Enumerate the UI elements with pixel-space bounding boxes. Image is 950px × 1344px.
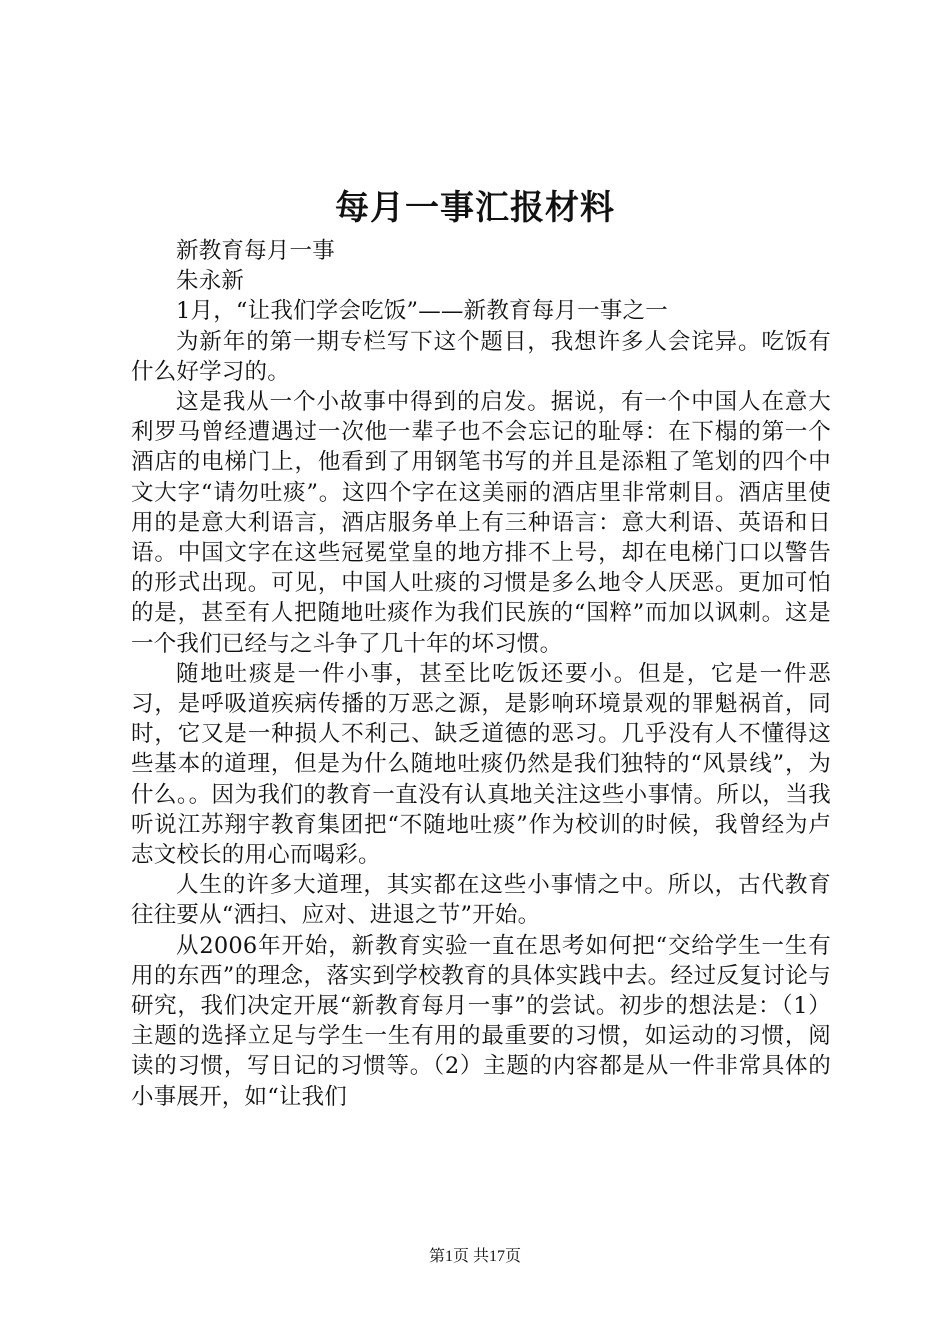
paragraph: 从2006年开始，新教育实验一直在思考如何把“交给学生一生有用的东西”的理念，落实到学校教育的具体实践中去。经过反复讨论与研究，我们决定开展“新教育每月一事”的尝试。初步的想法是：（1）主题的选择立足与学生一生有用的最重要的习惯，如运动的习惯，阅读的习惯，写日记的习惯等。（2）主题的内容都是从一件非常具体的小事展开，如“让我们 (131, 932, 831, 1110)
document-body (131, 236, 831, 1112)
paragraph: 这是我从一个小故事中得到的启发。据说，有一个中国人在意大利罗马曾经遭遇过一次他一辈子也不会忘记的耻辱：在下榻的第一个酒店的电梯门上，他看到了用钢笔书写的并且是添粗了笔划的四个中文大字“请勿吐痰”。这四个字在这美丽的酒店里非常刺目。酒店里使用的是意大利语言，酒店服务单上有三种语言：意大利语、英语和日语。中国文字在这些冠冕堂皇的地方排不上号，却在电梯门口以警告的形式出现。可见，中国人吐痰的习惯是多么地令人厌恶。更加可怕的是，甚至有人把随地吐痰作为我们民族的“国粹”而加以讽刺。这是一个我们已经与之斗争了几十年的坏习惯。 (131, 389, 831, 657)
paragraph: 人生的许多大道理，其实都在这些小事情之中。所以，古代教育往往要从“洒扫、应对、进退之节”开始。 (131, 872, 831, 929)
paragraph: 为新年的第一期专栏写下这个题目，我想许多人会诧异。吃饭有什么好学习的。 (131, 328, 831, 385)
paragraph-heading: 1月，“让我们学会吃饭”——新教育每月一事之一 (176, 298, 668, 325)
paragraph-subtitle: 新教育每月一事 (176, 238, 335, 264)
page-number-footer: 第1页 共17页 (428, 1248, 521, 1265)
paragraph-author: 朱永新 (176, 268, 245, 295)
paragraph: 随地吐痰是一件小事，甚至比吃饭还要小。但是，它是一件恶习，是呼吸道疾病传播的万恶之源，是影响环境景观的罪魁祸首，同时，它又是一种损人不利己、缺乏道德的恶习。几乎没有人不懂得这些基本的道理，但是为什么随地吐痰仍然是我们独特的“风景线”，为什么。。因为我们的教育一直没有认真地关注这些小事情。所以，当我听说江苏翔宇教育集团把“不随地吐痰”作为校训的时候，我曾经为卢志文校长的用心而喝彩。 (131, 660, 831, 869)
document-title: 每月一事汇报材料 (335, 188, 615, 228)
